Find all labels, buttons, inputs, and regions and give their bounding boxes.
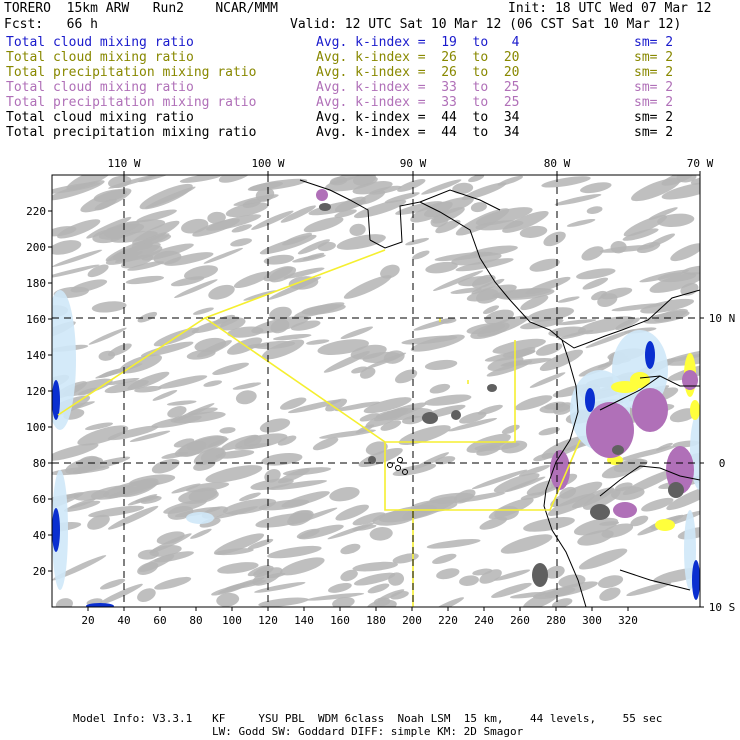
x-tick-label: 300 [582,614,602,627]
legend-sm-4: sm= 2 [634,95,674,110]
dark-cloud-core [590,504,610,520]
x-tick-label: 160 [330,614,350,627]
x-tick-label: 140 [294,614,314,627]
dark-cloud-core [319,203,331,211]
dark-cloud-core [451,410,461,420]
legend-avg-6: Avg. k-index = 44 to 34 [316,125,520,140]
lat-label: 0 [718,457,726,470]
x-tick-label: 20 [81,614,95,627]
y-tick-label: 200 [26,241,46,254]
legend-field-1: Total cloud mixing ratio [6,50,194,65]
x-tick-label: 240 [474,614,494,627]
model-physics: LW: Godd SW: Goddard DIFF: simple KM: 2D Smagor [212,725,524,738]
legend-field-2: Total precipitation mixing ratio [6,65,257,80]
purple-cloud-patch [632,388,668,432]
lon-label: 70 W [686,157,714,170]
footer [0,705,740,740]
blue-cloud-patch [52,508,60,552]
blue-cloud-patch [692,560,700,600]
map-figure [0,150,740,627]
purple-cloud-patch [613,502,637,518]
x-tick-label: 40 [117,614,131,627]
dark-cloud-core [668,482,684,498]
model-line: TORERO 15km ARW Run2 NCAR/MMM [4,1,278,16]
legend-avg-4: Avg. k-index = 33 to 25 [316,95,520,110]
legend-field-0: Total cloud mixing ratio [6,35,194,50]
x-tick-label: 180 [366,614,386,627]
lon-label: 80 W [543,157,571,170]
x-tick-label: 60 [153,614,167,627]
y-tick-label: 60 [32,493,46,506]
blue-cloud-patch [86,603,114,609]
light-blue-cloud-patch [44,290,76,430]
lat-label: 10 N [708,312,736,325]
legend-avg-0: Avg. k-index = 19 to 4 [316,35,520,50]
y-tick-label: 160 [26,313,46,326]
legend-avg-5: Avg. k-index = 44 to 34 [316,110,520,125]
dark-cloud-core [422,412,438,424]
legend-sm-1: sm= 2 [634,50,674,65]
legend-avg-2: Avg. k-index = 26 to 20 [316,65,520,80]
forecast-hour: Fcst: 66 h [4,17,98,32]
model-info: Model Info: V3.3.1 KF YSU PBL WDM 6class Noah LSM 15 km, 44 levels, 55 sec [73,712,663,725]
legend-avg-3: Avg. k-index = 33 to 25 [316,80,520,95]
y-tick-label: 20 [32,565,46,578]
x-tick-label: 260 [510,614,530,627]
init-time: Init: 18 UTC Wed 07 Mar 12 [508,1,712,16]
lon-label: 90 W [399,157,427,170]
legend-avg-1: Avg. k-index = 26 to 20 [316,50,520,65]
blue-cloud-patch [645,341,655,369]
dark-cloud-core [487,384,497,392]
x-tick-label: 280 [546,614,566,627]
light-blue-cloud-patch [186,512,214,524]
y-tick-label: 80 [32,457,46,470]
lon-label: 110 W [107,157,141,170]
purple-cloud-patch [316,189,328,201]
legend-sm-3: sm= 2 [634,80,674,95]
lat-label: 10 S [708,601,736,614]
blue-cloud-patch [585,388,595,412]
y-tick-label: 40 [32,529,46,542]
legend-field-6: Total precipitation mixing ratio [6,125,257,140]
y-tick-label: 180 [26,277,46,290]
header [0,0,740,150]
x-tick-label: 200 [402,614,422,627]
map-panel [0,150,740,627]
legend-field-4: Total precipitation mixing ratio [6,95,257,110]
y-tick-label: 220 [26,205,46,218]
legend-sm-5: sm= 2 [634,110,674,125]
yellow-cloud-patch [690,400,700,420]
legend-field-5: Total cloud mixing ratio [6,110,194,125]
purple-cloud-patch [682,370,698,390]
purple-cloud-patch [586,402,634,458]
legend-field-3: Total cloud mixing ratio [6,80,194,95]
legend-sm-2: sm= 2 [634,65,674,80]
y-tick-label: 140 [26,349,46,362]
x-tick-label: 320 [618,614,638,627]
dark-cloud-core [532,563,548,587]
x-tick-label: 220 [438,614,458,627]
lon-label: 100 W [251,157,285,170]
y-tick-label: 100 [26,421,46,434]
dark-cloud-core [612,445,624,455]
x-tick-label: 120 [258,614,278,627]
x-tick-label: 100 [222,614,242,627]
yellow-cloud-patch [655,519,675,531]
y-tick-label: 120 [26,385,46,398]
legend-sm-0: sm= 2 [634,35,674,50]
valid-time: Valid: 12 UTC Sat 10 Mar 12 (06 CST Sat 10 Mar 12) [290,17,682,32]
x-tick-label: 80 [189,614,203,627]
legend-sm-6: sm= 2 [634,125,674,140]
